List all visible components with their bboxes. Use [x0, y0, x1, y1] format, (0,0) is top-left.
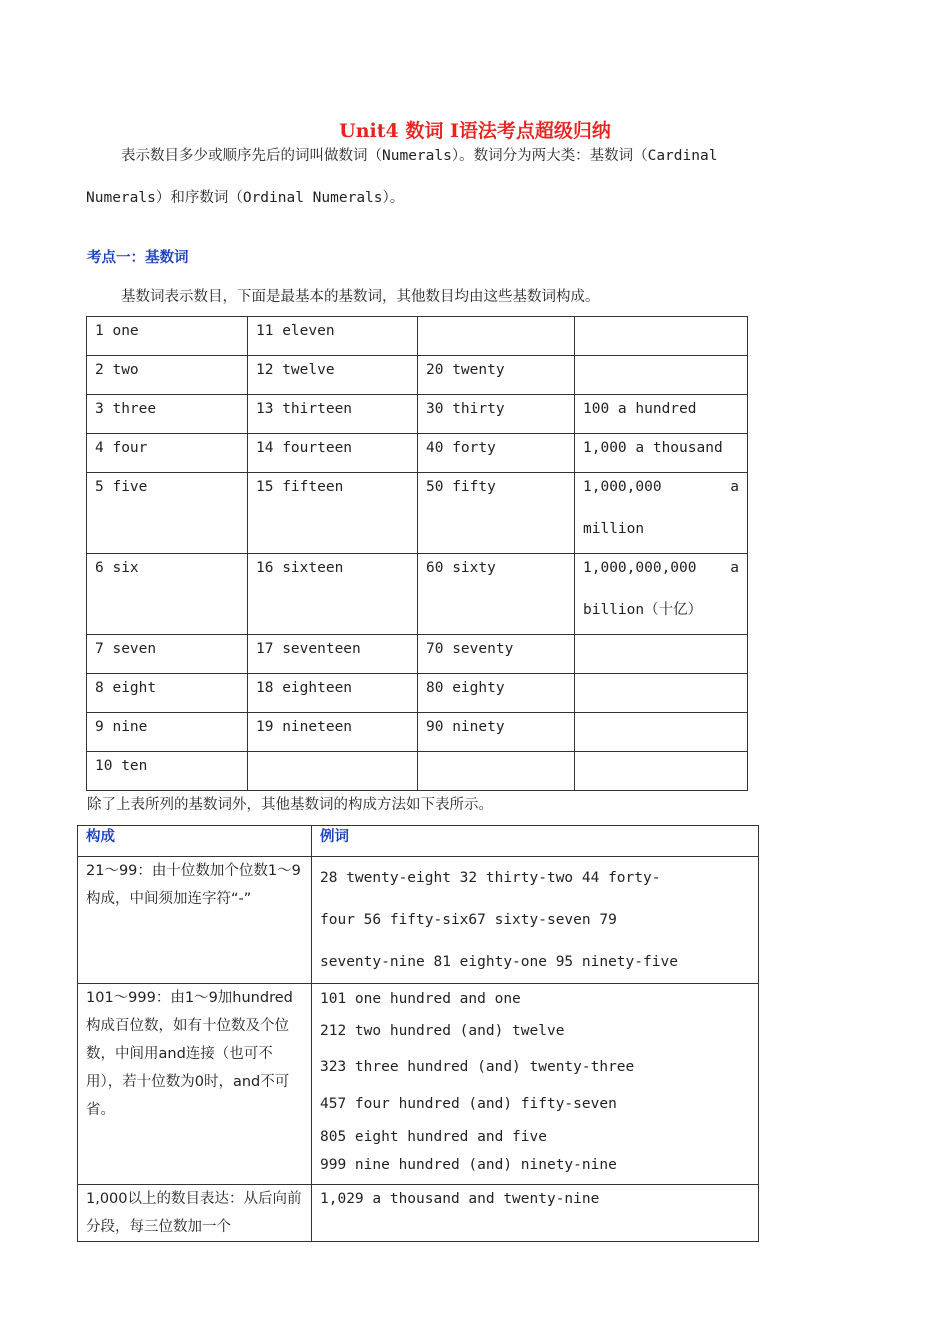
table-row: [78, 857, 759, 984]
table-row: [87, 434, 748, 473]
table-cell: 40 forty: [418, 434, 575, 473]
header-examples: 例词: [312, 826, 759, 857]
table-cell: 6 six: [87, 554, 248, 635]
table-cell: 17 seventeen: [248, 635, 418, 674]
table-row: [87, 752, 748, 791]
table-cell: [575, 752, 748, 791]
table-cell: 16 sixteen: [248, 554, 418, 635]
table-cell: 80 eighty: [418, 674, 575, 713]
table-row: [87, 473, 748, 554]
table-row: [87, 317, 748, 356]
examples-21-99: [312, 857, 759, 984]
intro-line-2: Numerals）和序数词（Ordinal Numerals）。: [86, 190, 405, 206]
table-row: [87, 554, 748, 635]
table-cell: 15 fifteen: [248, 473, 418, 554]
example-line: seventy-nine 81 eighty-one 95 ninety-five: [320, 954, 678, 970]
intro-line-1: 表示数目多少或顺序先后的词叫做数词（Numerals）。数词分为两大类：基数词（Cardinal: [121, 148, 718, 164]
table-cell: [575, 635, 748, 674]
example-line: 212 two hundred (and) twelve: [320, 1023, 565, 1039]
table-cell: 8 eight: [87, 674, 248, 713]
cardinal-numbers-table: [86, 316, 748, 791]
billion-number: 1,000,000,000: [583, 560, 697, 576]
table-row: [87, 674, 748, 713]
examples-1000-plus: [312, 1185, 759, 1242]
example-line: 805 eight hundred and five: [320, 1129, 547, 1145]
formation-table: [77, 825, 759, 1242]
table-cell: 10 ten: [87, 752, 248, 791]
page-title: Unit4 数词 Ⅰ语法考点超级归纳: [339, 120, 611, 142]
table-cell: [575, 317, 748, 356]
table-cell: 13 thirteen: [248, 395, 418, 434]
table-cell: 4 four: [87, 434, 248, 473]
example-line: four 56 fifty-six67 sixty-seven 79: [320, 912, 617, 928]
table-cell: 60 sixty: [418, 554, 575, 635]
examples-101-999: [312, 984, 759, 1185]
example-line: 323 three hundred (and) twenty-three: [320, 1059, 635, 1075]
table-cell: [575, 356, 748, 395]
rule-1000-plus: 1,000以上的数目表达：从后向前分段，每三位数加一个: [78, 1185, 312, 1242]
million-number: 1,000,000: [583, 479, 662, 495]
table-cell: 100 a hundred: [575, 395, 748, 434]
example-line: 101 one hundred and one: [320, 991, 521, 1007]
example-line: 999 nine hundred (and) ninety-nine: [320, 1157, 617, 1173]
example-line: 28 twenty-eight 32 thirty-two 44 forty-: [320, 870, 661, 886]
example-line: 457 four hundred (and) fifty-seven: [320, 1096, 617, 1112]
table-cell: [575, 713, 748, 752]
between-text: 除了上表所列的基数词外，其他基数词的构成方法如下表所示。: [87, 797, 493, 813]
billion-cell: [575, 554, 748, 635]
table-row: [78, 984, 759, 1185]
table-cell: [575, 674, 748, 713]
table-cell: 70 seventy: [418, 635, 575, 674]
rule-21-99: 21～99：由十位数加个位数1～9构成，中间须加连字符“-”: [78, 857, 312, 984]
table-row: [87, 356, 748, 395]
table-cell: 18 eighteen: [248, 674, 418, 713]
table-cell: 14 fourteen: [248, 434, 418, 473]
table-cell: 7 seven: [87, 635, 248, 674]
table-cell: 90 ninety: [418, 713, 575, 752]
table-cell: 30 thirty: [418, 395, 575, 434]
table-cell: [248, 752, 418, 791]
table-cell: 50 fifty: [418, 473, 575, 554]
section-heading: 考点一：基数词: [87, 250, 189, 266]
table-cell: 9 nine: [87, 713, 248, 752]
rule-101-999: 101～999：由1～9加hundred构成百位数，如有十位数及个位数，中间用and连接（也可不用），若十位数为0时，and不可省。: [78, 984, 312, 1185]
table-header-row: [78, 826, 759, 857]
table-cell: 20 twenty: [418, 356, 575, 395]
billion-word: billion（十亿）: [583, 602, 703, 618]
table-row: [87, 713, 748, 752]
table-row: [78, 1185, 759, 1242]
million-word: million: [583, 521, 645, 537]
table-cell: 12 twelve: [248, 356, 418, 395]
table-cell: [418, 752, 575, 791]
table-cell: 1 one: [87, 317, 248, 356]
table-row: [87, 635, 748, 674]
million-cell: [575, 473, 748, 554]
table-cell: 11 eleven: [248, 317, 418, 356]
billion-article: a: [730, 560, 739, 576]
example-line: 1,029 a thousand and twenty-nine: [320, 1191, 600, 1207]
table-cell: 19 nineteen: [248, 713, 418, 752]
million-article: a: [730, 479, 739, 495]
table-cell: 2 two: [87, 356, 248, 395]
table-cell: [418, 317, 575, 356]
header-formation: 构成: [78, 826, 312, 857]
section-description: 基数词表示数目，下面是最基本的基数词，其他数目均由这些基数词构成。: [121, 289, 600, 305]
table-cell: 3 three: [87, 395, 248, 434]
table-row: [87, 395, 748, 434]
table-cell: 5 five: [87, 473, 248, 554]
table-cell: 1,000 a thousand: [575, 434, 748, 473]
